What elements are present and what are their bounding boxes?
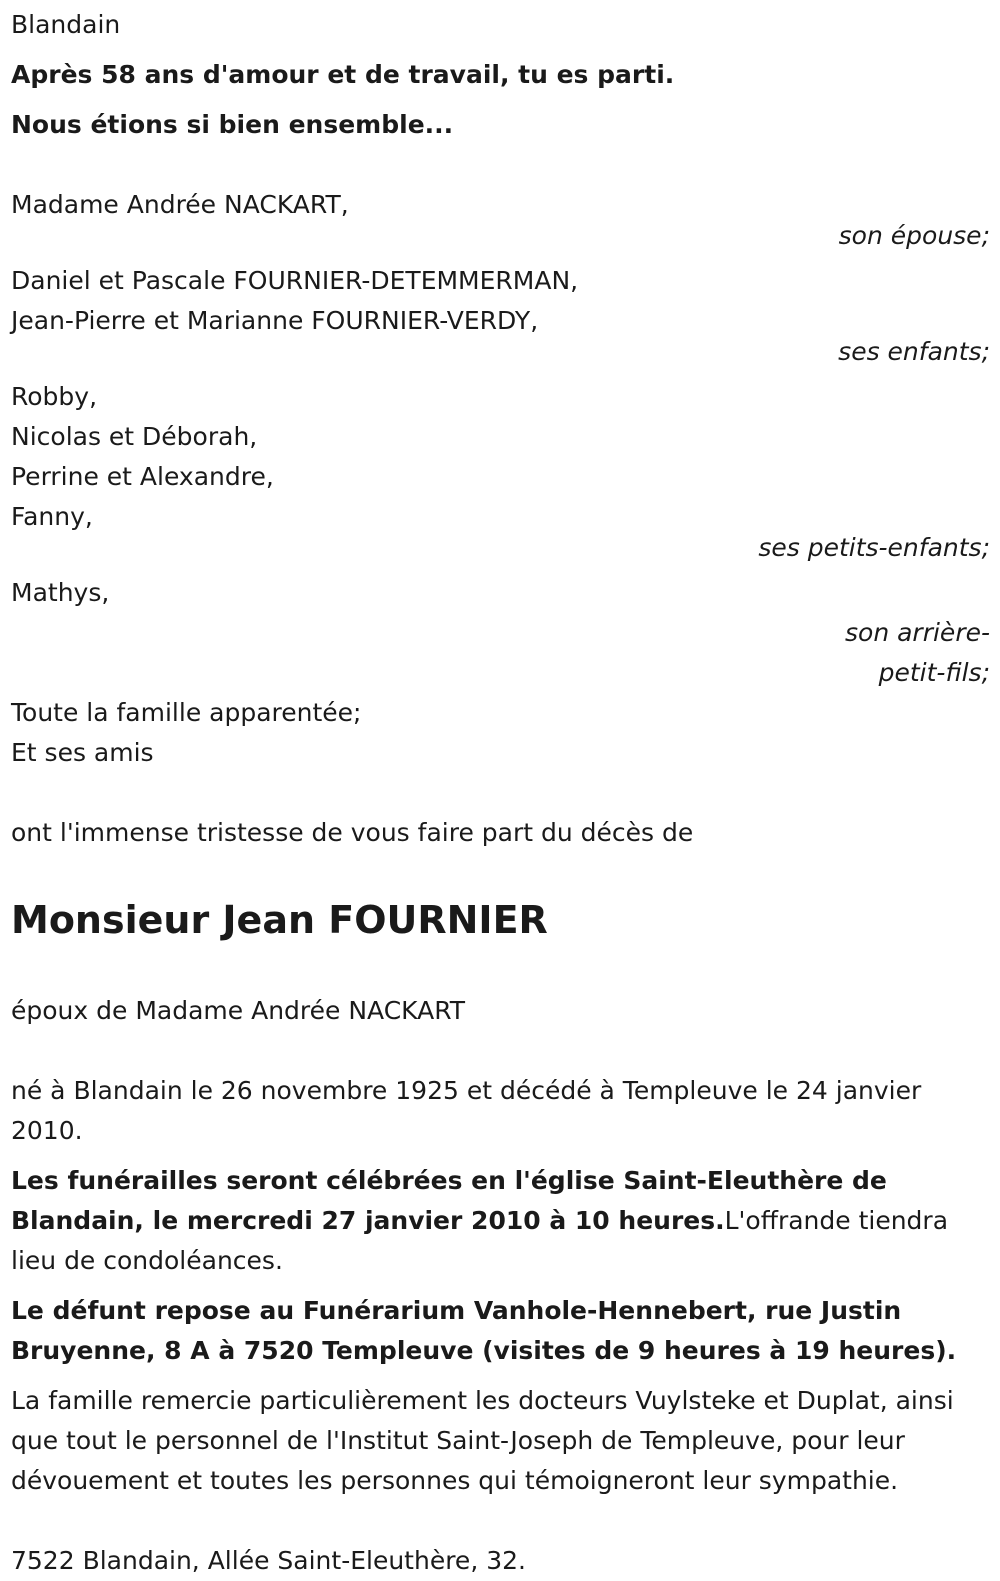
funeral-ceremony [11, 1161, 990, 1281]
grandchild-name: Perrine et Alexandre, [11, 462, 274, 491]
tagline-1: Après 58 ans d'amour et de travail, tu es parti. [11, 60, 675, 89]
children-role: ses enfants; [838, 337, 990, 366]
child-name: Daniel et Pascale FOURNIER-DETEMMERMAN, [11, 266, 579, 295]
great-grandchild-role: son arrière- [845, 618, 990, 647]
extended-family: Toute la famille apparentée; [11, 698, 362, 727]
great-grandchild-role-cont: petit-fils; [878, 658, 990, 687]
thanks-text: La famille remercie particulièrement les docteurs Vuylsteke et Duplat, ainsi que tout le personnel de l'Institut Saint-Joseph de Templeuve, pour leur dévouement et toutes les personnes qui témoigneront leur sympathie. [11, 1386, 954, 1495]
ceremony-details: Les funérailles seront célébrées en l'église Saint-Eleuthère de Blandain, le mercredi 27 janvier 2010 à 10 heures. [11, 1166, 887, 1235]
announcement-text: ont l'immense tristesse de vous faire part du décès de [11, 818, 694, 847]
deceased-name: Monsieur Jean FOURNIER [11, 898, 548, 942]
spouse-of-text: époux de Madame Andrée NACKART [11, 996, 466, 1025]
birth-death-dates: né à Blandain le 26 novembre 1925 et décédé à Templeuve le 24 janvier 2010. [11, 1076, 922, 1145]
rest-location: Le défunt repose au Funérarium Vanhole-Hennebert, rue Justin Bruyenne, 8 A à 7520 Templeuve (visites de 9 heures à 19 heures). [11, 1296, 957, 1365]
family-address: 7522 Blandain, Allée Saint-Eleuthère, 32. [11, 1546, 526, 1575]
grandchild-name: Robby, [11, 382, 98, 411]
spouse-role: son épouse; [838, 221, 990, 250]
grandchildren-role: ses petits-enfants; [758, 533, 990, 562]
offering-note: L'offrande tiendra lieu de condoléances. [11, 1206, 949, 1275]
grandchild-name: Fanny, [11, 502, 93, 531]
great-grandchild-name: Mathys, [11, 578, 110, 607]
spouse-name: Madame Andrée NACKART, [11, 190, 349, 219]
child-name: Jean-Pierre et Marianne FOURNIER-VERDY, [11, 306, 539, 335]
tagline-2: Nous étions si bien ensemble... [11, 110, 454, 139]
friends: Et ses amis [11, 738, 154, 767]
grandchild-name: Nicolas et Déborah, [11, 422, 258, 451]
place-heading: Blandain [11, 10, 121, 39]
